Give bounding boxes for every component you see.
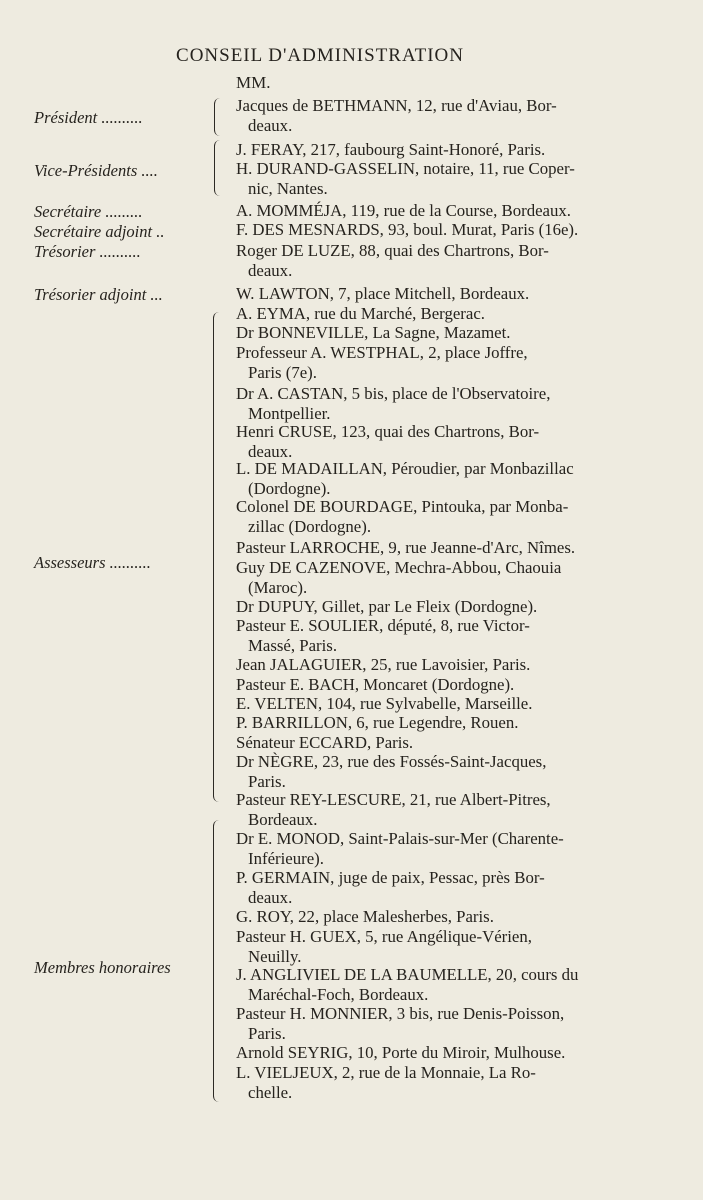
entry-de-luze: Roger DE LUZE, 88, quai des Chartrons, Bor- deaux. xyxy=(236,241,549,280)
role-assesseurs: Assesseurs .......... xyxy=(34,553,151,572)
entry-negre: Dr NÈGRE, 23, rue des Fossés-Saint-Jacques, Paris. xyxy=(236,752,547,791)
entry-soulier: Pasteur E. SOULIER, député, 8, rue Victor- Massé, Paris. xyxy=(236,616,530,655)
entry-de-bourdage: Colonel DE BOURDAGE, Pintouka, par Monba- zillac (Dordogne). xyxy=(236,497,569,536)
role-membres-honoraires: Membres honoraires xyxy=(34,958,171,977)
entry-eyma: A. EYMA, rue du Marché, Bergerac. xyxy=(236,304,485,323)
entry-germain: P. GERMAIN, juge de paix, Pessac, près Bor- deaux. xyxy=(236,868,545,907)
entry-monnier: Pasteur H. MONNIER, 3 bis, rue Denis-Poisson, Paris. xyxy=(236,1004,565,1043)
entry-guex: Pasteur H. GUEX, 5, rue Angélique-Vérien, Neuilly. xyxy=(236,927,532,966)
entry-bethmann: Jacques de BETHMANN, 12, rue d'Aviau, Bor- deaux. xyxy=(236,96,557,135)
entry-vieljeux: L. VIELJEUX, 2, rue de la Monnaie, La Ro- chelle. xyxy=(236,1063,536,1102)
entry-castan: Dr A. CASTAN, 5 bis, place de l'Observatoire, Montpellier. xyxy=(236,384,551,423)
entry-dupuy: Dr DUPUY, Gillet, par Le Fleix (Dordogne). xyxy=(236,597,538,616)
entry-seyrig: Arnold SEYRIG, 10, Porte du Miroir, Mulhouse. xyxy=(236,1043,566,1062)
entry-roy: G. ROY, 22, place Malesherbes, Paris. xyxy=(236,907,494,926)
entry-velten: E. VELTEN, 104, rue Sylvabelle, Marseille. xyxy=(236,694,533,713)
entry-rey-lescure: Pasteur REY-LESCURE, 21, rue Albert-Pitres, Bordeaux. xyxy=(236,790,551,829)
page-title: CONSEIL D'ADMINISTRATION xyxy=(176,45,464,66)
entry-bach: Pasteur E. BACH, Moncaret (Dordogne). xyxy=(236,675,515,694)
role-secretaire: Secrétaire ......... xyxy=(34,202,143,221)
entry-de-madaillan: L. DE MADAILLAN, Péroudier, par Monbazillac (Dordogne). xyxy=(236,459,574,498)
entry-bonneville: Dr BONNEVILLE, La Sagne, Mazamet. xyxy=(236,323,511,342)
role-vice-presidents: Vice-Présidents .... xyxy=(34,161,158,180)
entry-eccard: Sénateur ECCARD, Paris. xyxy=(236,733,414,752)
entry-lawton: W. LAWTON, 7, place Mitchell, Bordeaux. xyxy=(236,284,530,303)
entry-cruse: Henri CRUSE, 123, quai des Chartrons, Bor- deaux. xyxy=(236,422,540,461)
brace-vice-presidents xyxy=(214,140,223,196)
entry-feray: J. FERAY, 217, faubourg Saint-Honoré, Paris. xyxy=(236,140,546,159)
entry-durand-gasselin: H. DURAND-GASSELIN, notaire, 11, rue Coper- nic, Nantes. xyxy=(236,159,575,198)
entry-mommeja: A. MOMMÉJA, 119, rue de la Course, Bordeaux. xyxy=(236,201,571,220)
entry-barrillon: P. BARRILLON, 6, rue Legendre, Rouen. xyxy=(236,713,519,732)
role-secretaire-adjoint: Secrétaire adjoint .. xyxy=(34,222,165,241)
entry-westphal: Professeur A. WESTPHAL, 2, place Joffre, Paris (7e). xyxy=(236,343,528,382)
entry-monod: Dr E. MONOD, Saint-Palais-sur-Mer (Charente- Inférieure). xyxy=(236,829,564,868)
brace-president xyxy=(214,98,223,136)
role-tresorier: Trésorier .......... xyxy=(34,242,141,261)
brace-assesseurs xyxy=(213,312,222,802)
entry-larroche: Pasteur LARROCHE, 9, rue Jeanne-d'Arc, Nîmes. xyxy=(236,538,576,557)
entry-des-mesnards: F. DES MESNARDS, 93, boul. Murat, Paris (16e). xyxy=(236,220,579,239)
mm-heading: MM. xyxy=(236,73,271,92)
entry-angliviel: J. ANGLIVIEL DE LA BAUMELLE, 20, cours du Maréchal-Foch, Bordeaux. xyxy=(236,965,579,1004)
role-tresorier-adjoint: Trésorier adjoint ... xyxy=(34,285,163,304)
role-president: Président .......... xyxy=(34,108,143,127)
brace-membres-honoraires xyxy=(213,820,222,1102)
entry-jalaguier: Jean JALAGUIER, 25, rue Lavoisier, Paris. xyxy=(236,655,531,674)
entry-de-cazenove: Guy DE CAZENOVE, Mechra-Abbou, Chaouia (Maroc). xyxy=(236,558,562,597)
